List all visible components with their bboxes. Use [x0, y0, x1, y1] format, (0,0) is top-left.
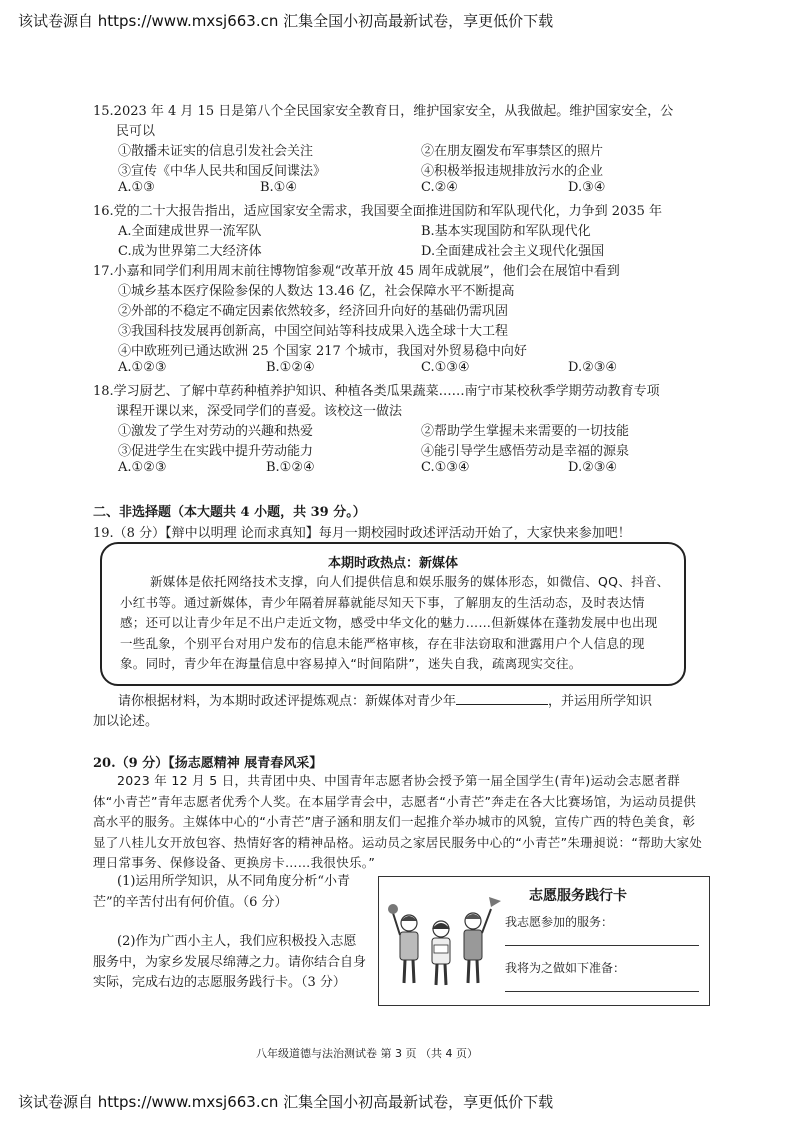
q15-choice-a: A.①③ — [118, 180, 155, 195]
q19-material-box — [100, 542, 686, 686]
q18-stem: 18.学习厨艺、了解中草药种植养护知识、种植各类瓜果蔬菜……南宁市某校秋季学期劳动教育专项 — [93, 384, 660, 399]
volunteer-1-body — [400, 932, 418, 960]
q15-option-3: ③宣传《中华人民共和国反间谍法》 — [118, 164, 327, 179]
q18-option-1: ①激发了学生对劳动的兴趣和热爱 — [118, 424, 314, 439]
q15-option-2: ②在朋友圈发布军事禁区的照片 — [421, 144, 604, 159]
q17-choice-c: C.①③④ — [421, 360, 470, 375]
q20-sub-question-2: (2)作为广西小主人，我们应积极投入志愿服务中，为家乡发展尽绵薄之力。请你结合自身实际，完成右边的志愿服务践行卡。（3 分） — [93, 934, 367, 990]
q19-box-body: 新媒体是依托网络技术支撑，向人们提供信息和娱乐服务的媒体形态，如微信、QQ、抖音、小红书等。通过新媒体，青少年隔着屏幕就能尽知天下事，了解朋友的生活动态，及时表达情感；还可以让青少年足不出户走近文物，感受中华文化的魅力……但新媒体在蓬勃发展中也出现一些乱象，个别平台对用户发布的信息未能严格审核，存在非法窃取和泄露用户个人信息的现象。同时，青少年在海量信息中容易掉入“时间陷阱”，迷失自我，疏离现实交往。 — [120, 574, 670, 671]
q16-choice-b: B.基本实现国防和军队现代化 — [421, 224, 591, 239]
volunteer-2-leg-left — [436, 964, 437, 985]
q17-option-1: ①城乡基本医疗保险参保的人数达 13.46 亿，社会保障水平不断提高 — [118, 284, 515, 299]
q20-sub-question-1: (1)运用所学知识，从不同角度分析“小青芒”的辛苦付出有何价值。（6 分） — [93, 874, 351, 910]
card-preparation-label: 我将为之做如下准备： — [505, 961, 626, 975]
q16-stem: 16.党的二十大报告指出，适应国家安全需求，我国要全面推进国防和军队现代化，力争到 2035 年 — [93, 204, 663, 219]
q15-option-1: ①散播未证实的信息引发社会关注 — [118, 144, 314, 159]
q17-choice-a: A.①②③ — [118, 360, 167, 375]
source-banner-top: 该试卷源自 https://www.mxsj663.cn 汇集全国小初高最新试卷，享更低价下载 — [18, 12, 554, 30]
q18-choice-d: D.②③④ — [568, 460, 618, 475]
q16-choice-d: D.全面建成社会主义现代化强国 — [421, 244, 605, 259]
volunteer-3-arm — [482, 909, 491, 933]
card-service-label: 我志愿参加的服务： — [505, 915, 614, 929]
section-heading: 二、非选择题（本大题共 4 小题，共 39 分。） — [93, 505, 366, 520]
page-footer: 八年级道德与法治测试卷 第 3 页 （共 4 页） — [256, 1047, 478, 1060]
volunteers-illustration — [385, 883, 503, 999]
q18-option-2: ②帮助学生掌握未来需要的一切技能 — [421, 424, 630, 439]
q19-heading: 19.（8 分）【辩中以明理 论而求真知】每月一期校园时政述评活动开始了，大家快来参加吧！ — [93, 526, 631, 541]
volunteer-1-leg-right — [413, 960, 414, 983]
q15-stem-cont: 民可以 — [116, 124, 156, 139]
q15-stem: 15.2023 年 4 月 15 日是第八个全民国家安全教育日，维护国家安全，从我做起。维护国家安全，公 — [93, 104, 674, 119]
volunteer-3-flag — [489, 897, 501, 907]
q18-choice-c: C.①③④ — [421, 460, 470, 475]
volunteer-service-card — [378, 876, 710, 1006]
volunteer-3-leg-right — [477, 960, 478, 983]
q18-option-4: ④能引导学生感悟劳动是幸福的源泉 — [421, 444, 630, 459]
q17-choice-d: D.②③④ — [568, 360, 618, 375]
card-service-answer-line[interactable] — [505, 945, 699, 946]
q19-box-title: 本期时政热点：新媒体 — [327, 556, 458, 571]
source-banner-bottom: 该试卷源自 https://www.mxsj663.cn 汇集全国小初高最新试卷，享更低价下载 — [18, 1093, 554, 1111]
q16-choice-a: A.全面建成世界一流军队 — [118, 224, 262, 239]
q19-question-text: 请你根据材料，为本期时政述评提炼观点：新媒体对青少年 — [118, 694, 457, 709]
q15-option-4: ④积极举报违规排放污水的企业 — [421, 164, 604, 179]
q17-option-2: ②外部的不稳定不确定因素依然较多，经济回升向好的基础仍需巩固 — [118, 304, 509, 319]
q17-option-4: ④中欧班列已通达欧洲 25 个国家 217 个城市，我国对外贸易稳中向好 — [118, 344, 527, 359]
q19-question-text-2: ，并运用所学知识 — [548, 694, 653, 709]
q19-question — [118, 690, 652, 709]
card-title: 志愿服务践行卡 — [529, 888, 627, 904]
q16-choice-c: C.成为世界第二大经济体 — [118, 244, 262, 259]
volunteer-3-body — [464, 930, 482, 960]
q18-stem-cont: 课程开课以来，深受同学们的喜爱。该校这一做法 — [116, 404, 403, 419]
q17-option-3: ③我国科技发展再创新高，中国空间站等科技成果入选全球十大工程 — [118, 324, 509, 339]
volunteer-2-leg-right — [445, 964, 446, 985]
q15-choice-b: B.①④ — [260, 180, 297, 195]
volunteer-1-arm — [393, 913, 400, 935]
card-preparation-answer-line[interactable] — [505, 991, 699, 992]
q15-choice-d: D.③④ — [568, 180, 606, 195]
q17-stem: 17.小嘉和同学们利用周末前往博物馆参观“改革开放 45 周年成就展”，他们会在展馆中看到 — [93, 264, 620, 279]
q18-choice-a: A.①②③ — [118, 460, 167, 475]
volunteer-1-leg-left — [404, 960, 405, 983]
volunteer-2-sign — [434, 945, 448, 953]
q15-choice-c: C.②④ — [421, 180, 458, 195]
q17-choice-b: B.①②④ — [266, 360, 315, 375]
volunteer-3-leg-left — [468, 960, 469, 983]
volunteer-1-hand-heart — [388, 904, 398, 914]
q18-choice-b: B.①②④ — [266, 460, 315, 475]
q19-question-cont: 加以论述。 — [93, 714, 159, 729]
q18-option-3: ③促进学生在实践中提升劳动能力 — [118, 444, 314, 459]
q20-material: 2023 年 12 月 5 日，共青团中央、中国青年志愿者协会授予第一届全国学生(青年)运动会志愿者群体“小青芒”青年志愿者优秀个人奖。在本届学青会中，志愿者“小青芒”奔走在各大比赛场馆，为运动员提供高水平的服务。主媒体中心的“小青芒”唐子涵和朋友们一起推介举办城市的风貌，宣传广西的特色美食，彰显了八桂儿女开放包容、热情好客的精神品格。运动员之家居民服务中心的“小青芒”朱珊昶说：“帮助大家处理日常事务、保修设备、更换房卡……我很快乐。” — [93, 773, 703, 870]
q19-answer-blank[interactable] — [456, 691, 548, 705]
q20-heading: 20.（9 分）【扬志愿精神 展青春风采】 — [93, 756, 323, 771]
